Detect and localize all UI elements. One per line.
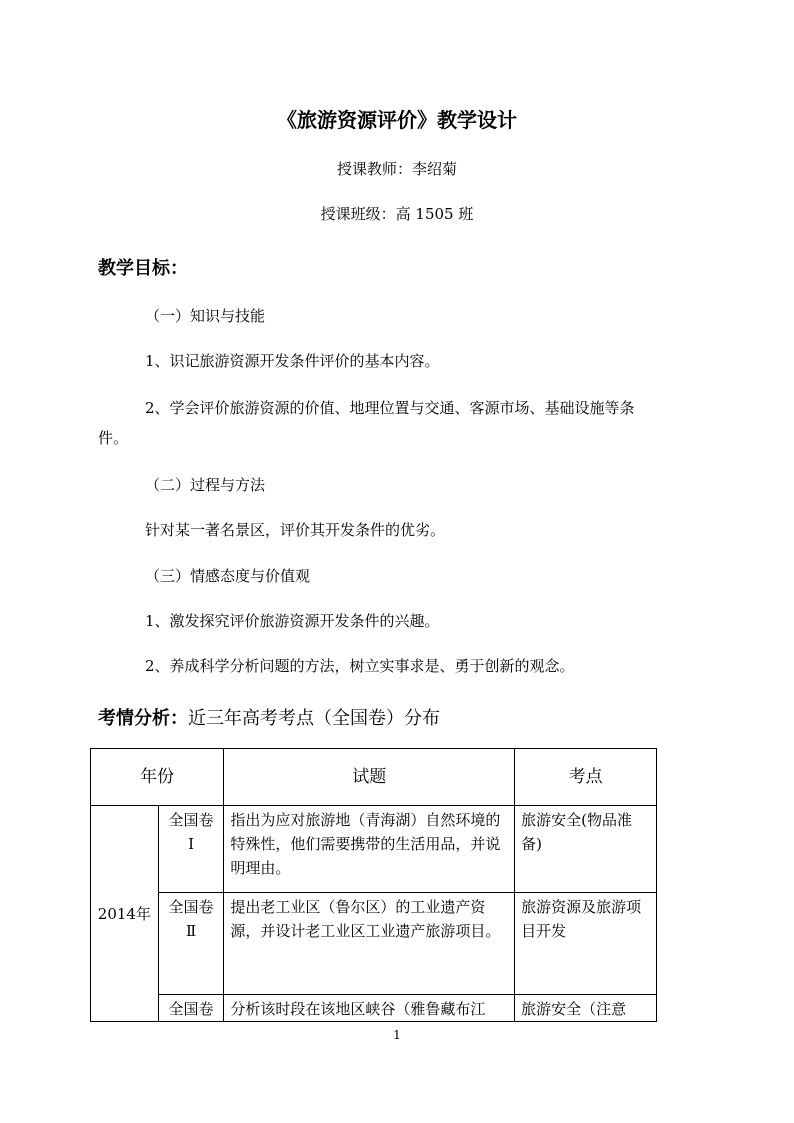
objectives-heading: 教学目标： — [98, 258, 188, 279]
section-process-method: （二）过程与方法 — [145, 476, 266, 494]
objective-item-2-continued: 件。 — [98, 429, 129, 447]
paper-cell — [158, 806, 224, 893]
analysis-heading-label: 考情分析： — [98, 708, 188, 729]
paper-name: 全国卷 — [168, 898, 214, 916]
table-row — [91, 893, 657, 995]
header-question: 试题 — [224, 749, 515, 806]
exam-point-cell: 旅游安全(物品准备) — [515, 806, 657, 893]
question-cell: 指出为应对旅游地（青海湖）自然环境的特殊性，他们需要携带的生活用品，并说明理由。 — [224, 806, 515, 893]
paper-number: Ⅰ — [188, 835, 195, 853]
attitude-item-2: 2、养成科学分析问题的方法，树立实事求是、勇于创新的观念。 — [145, 657, 575, 675]
question-cell: 分析该时段在该地区峡谷（雅鲁藏布江 — [224, 995, 515, 1022]
paper-name: 全国卷 — [168, 1000, 214, 1018]
header-year: 年份 — [91, 749, 224, 806]
paper-number: Ⅱ — [185, 922, 197, 940]
class-line: 授课班级：高 1505 班 — [320, 205, 474, 223]
analysis-heading-text: 近三年高考考点（全国卷）分布 — [188, 708, 440, 729]
header-exam-point: 考点 — [515, 749, 657, 806]
table-row — [91, 806, 657, 893]
paper-cell — [158, 995, 224, 1022]
exam-point-cell: 旅游安全（注意 — [515, 995, 657, 1022]
table-row — [91, 995, 657, 1022]
teacher-line: 授课教师：李绍菊 — [336, 160, 457, 178]
year-cell: 2014年 — [91, 806, 159, 1022]
section-knowledge-skills: （一）知识与技能 — [145, 307, 266, 325]
page-number: 1 — [393, 1028, 401, 1042]
document-title: 《旅游资源评价》教学设计 — [277, 108, 517, 132]
paper-cell — [158, 893, 224, 995]
question-cell: 提出老工业区（鲁尔区）的工业遗产资源，并设计老工业区工业遗产旅游项目。 — [224, 893, 515, 995]
section-attitude-values: （三）情感态度与价值观 — [145, 567, 311, 585]
exam-point-cell: 旅游资源及旅游项目开发 — [515, 893, 657, 995]
objective-item-1: 1、识记旅游资源开发条件评价的基本内容。 — [145, 352, 440, 370]
exam-points-table — [90, 748, 657, 1022]
table-header-row — [91, 749, 657, 806]
objective-item-2: 2、学会评价旅游资源的价值、地理位置与交通、客源市场、基础设施等条 — [145, 399, 635, 417]
attitude-item-1: 1、激发探究评价旅游资源开发条件的兴趣。 — [145, 612, 440, 630]
analysis-heading — [98, 704, 440, 730]
paper-name: 全国卷 — [168, 811, 214, 829]
process-method-text: 针对某一著名景区，评价其开发条件的优劣。 — [145, 521, 446, 539]
